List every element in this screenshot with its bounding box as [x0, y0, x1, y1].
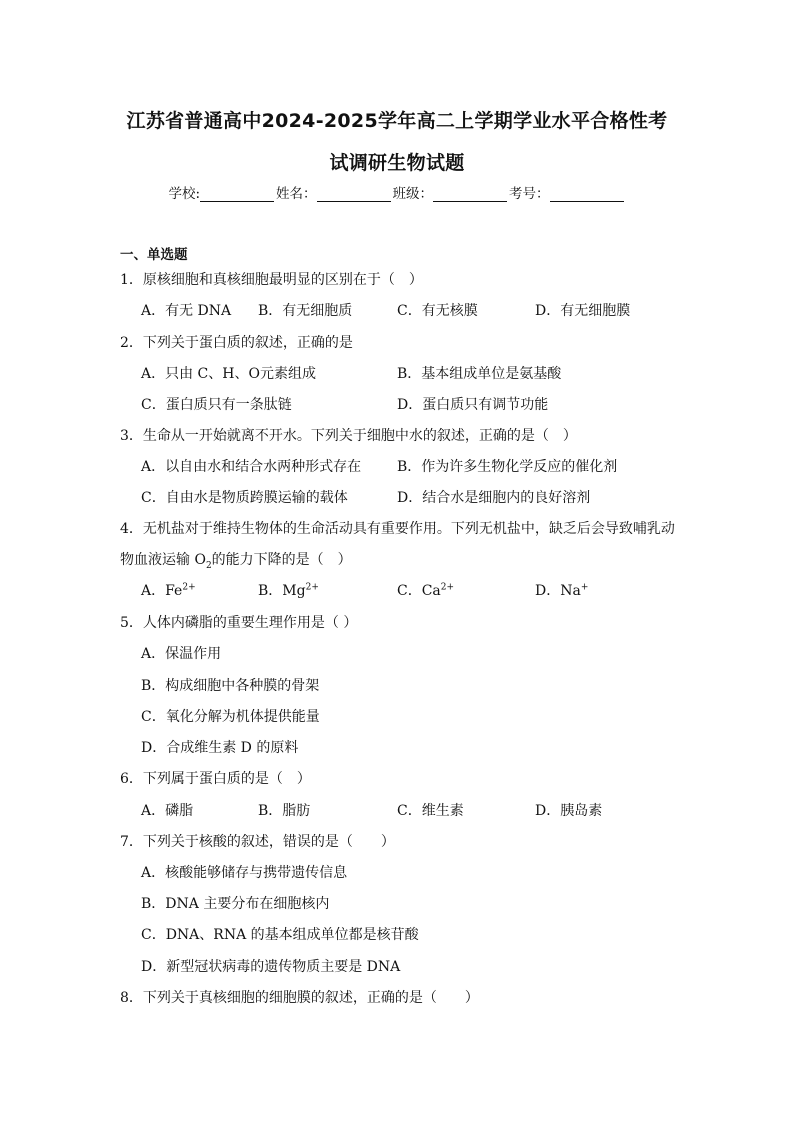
- school-label: 学校:: [168, 186, 201, 202]
- question-4-option-a: [141, 580, 196, 600]
- question-8-stem: 8．下列关于真核细胞的细胞膜的叙述，正确的是（ ）: [120, 990, 479, 1006]
- question-4-option-a-sup: 2+: [182, 582, 196, 593]
- question-4-option-c-sup: 2+: [440, 582, 455, 593]
- question-6-option-d: D．胰岛素: [535, 803, 603, 819]
- name-label: 姓名：: [276, 186, 317, 202]
- question-4-option-a-base: A．Fe: [141, 583, 183, 599]
- student-info-row: [0, 182, 794, 202]
- question-4-option-c: [397, 580, 454, 600]
- question-6-stem: 6．下列属于蛋白质的是（ ）: [120, 771, 311, 787]
- number-label: 考号：: [509, 186, 550, 202]
- question-4-stem-pre: 物血液运输 O: [120, 552, 206, 568]
- section-heading: 一、单选题: [120, 247, 188, 263]
- exam-title-line-1: 江苏省普通高中2024-2025学年高二上学期学业水平合格性考: [126, 110, 668, 132]
- question-4-option-d: [535, 580, 588, 600]
- question-4-option-b-base: B．Mg: [258, 583, 306, 599]
- question-6-option-b: B．脂肪: [258, 803, 311, 819]
- question-4-option-c-base: C．Ca: [397, 583, 441, 599]
- question-3-stem: 3．生命从一开始就离不开水。下列关于细胞中水的叙述，正确的是（ ）: [120, 428, 577, 444]
- question-7-option-b: B．DNA 主要分布在细胞核内: [141, 896, 330, 912]
- school-field: [168, 182, 276, 202]
- question-2-stem: 2．下列关于蛋白质的叙述，正确的是: [120, 335, 353, 351]
- question-1-option-b: B．有无细胞质: [258, 303, 353, 319]
- question-3-option-d: D．结合水是细胞内的良好溶剂: [397, 490, 591, 506]
- number-blank[interactable]: [550, 187, 624, 202]
- question-7-stem: 7．下列关于核酸的叙述，错误的是（ ）: [120, 834, 395, 850]
- question-3-option-b: B．作为许多生物化学反应的催化剂: [397, 459, 618, 475]
- question-4-stem-sub: 2: [205, 560, 212, 571]
- question-4-stem-line-2: [120, 549, 352, 571]
- question-4-stem-line-1: 4．无机盐对于维持生物体的生命活动具有重要作用。下列无机盐中，缺乏后会导致哺乳动: [120, 521, 675, 537]
- exam-title-line-2: 试调研生物试题: [329, 152, 465, 174]
- name-field: [276, 182, 393, 202]
- question-5-option-a: A．保温作用: [141, 646, 222, 662]
- question-7-option-a: A．核酸能够储存与携带遗传信息: [141, 865, 348, 881]
- question-1-option-a: A．有无 DNA: [141, 303, 232, 319]
- question-1-option-c: C．有无核膜: [397, 303, 478, 319]
- class-blank[interactable]: [433, 187, 507, 202]
- number-field: [509, 182, 626, 202]
- question-5-option-b: B．构成细胞中各种膜的骨架: [141, 678, 320, 694]
- class-field: [393, 182, 510, 202]
- question-1-stem: 1．原核细胞和真核细胞最明显的区别在于（ ）: [120, 272, 423, 288]
- question-2-option-d: D．蛋白质只有调节功能: [397, 397, 549, 413]
- question-4-option-b: [258, 580, 319, 600]
- question-5-stem: 5．人体内磷脂的重要生理作用是（ ）: [120, 615, 358, 631]
- school-blank[interactable]: [200, 187, 274, 202]
- question-4-stem-post: 的能力下降的是（ ）: [211, 552, 352, 568]
- name-blank[interactable]: [317, 187, 391, 202]
- question-4-option-d-sup: +: [580, 582, 589, 593]
- question-2-option-a: A．只由 C、H、O元素组成: [141, 366, 316, 382]
- question-6-option-c: C．维生素: [397, 803, 464, 819]
- question-2-option-c: C．蛋白质只有一条肽链: [141, 397, 292, 413]
- question-3-option-c: C．自由水是物质跨膜运输的载体: [141, 490, 348, 506]
- question-4-option-b-sup: 2+: [305, 582, 319, 593]
- question-7-option-d: D．新型冠状病毒的遗传物质主要是 DNA: [141, 959, 401, 975]
- question-7-option-c: C．DNA、RNA 的基本组成单位都是核苷酸: [141, 927, 419, 943]
- question-3-option-a: A．以自由水和结合水两种形式存在: [141, 459, 362, 475]
- question-2-option-b: B．基本组成单位是氨基酸: [397, 366, 562, 382]
- question-1-option-d: D．有无细胞膜: [535, 303, 631, 319]
- class-label: 班级：: [392, 186, 434, 202]
- question-5-option-c: C．氧化分解为机体提供能量: [141, 709, 320, 725]
- question-5-option-d: D．合成维生素 D 的原料: [141, 740, 299, 756]
- question-6-option-a: A．磷脂: [141, 803, 194, 819]
- question-4-option-d-base: D．Na: [535, 583, 581, 599]
